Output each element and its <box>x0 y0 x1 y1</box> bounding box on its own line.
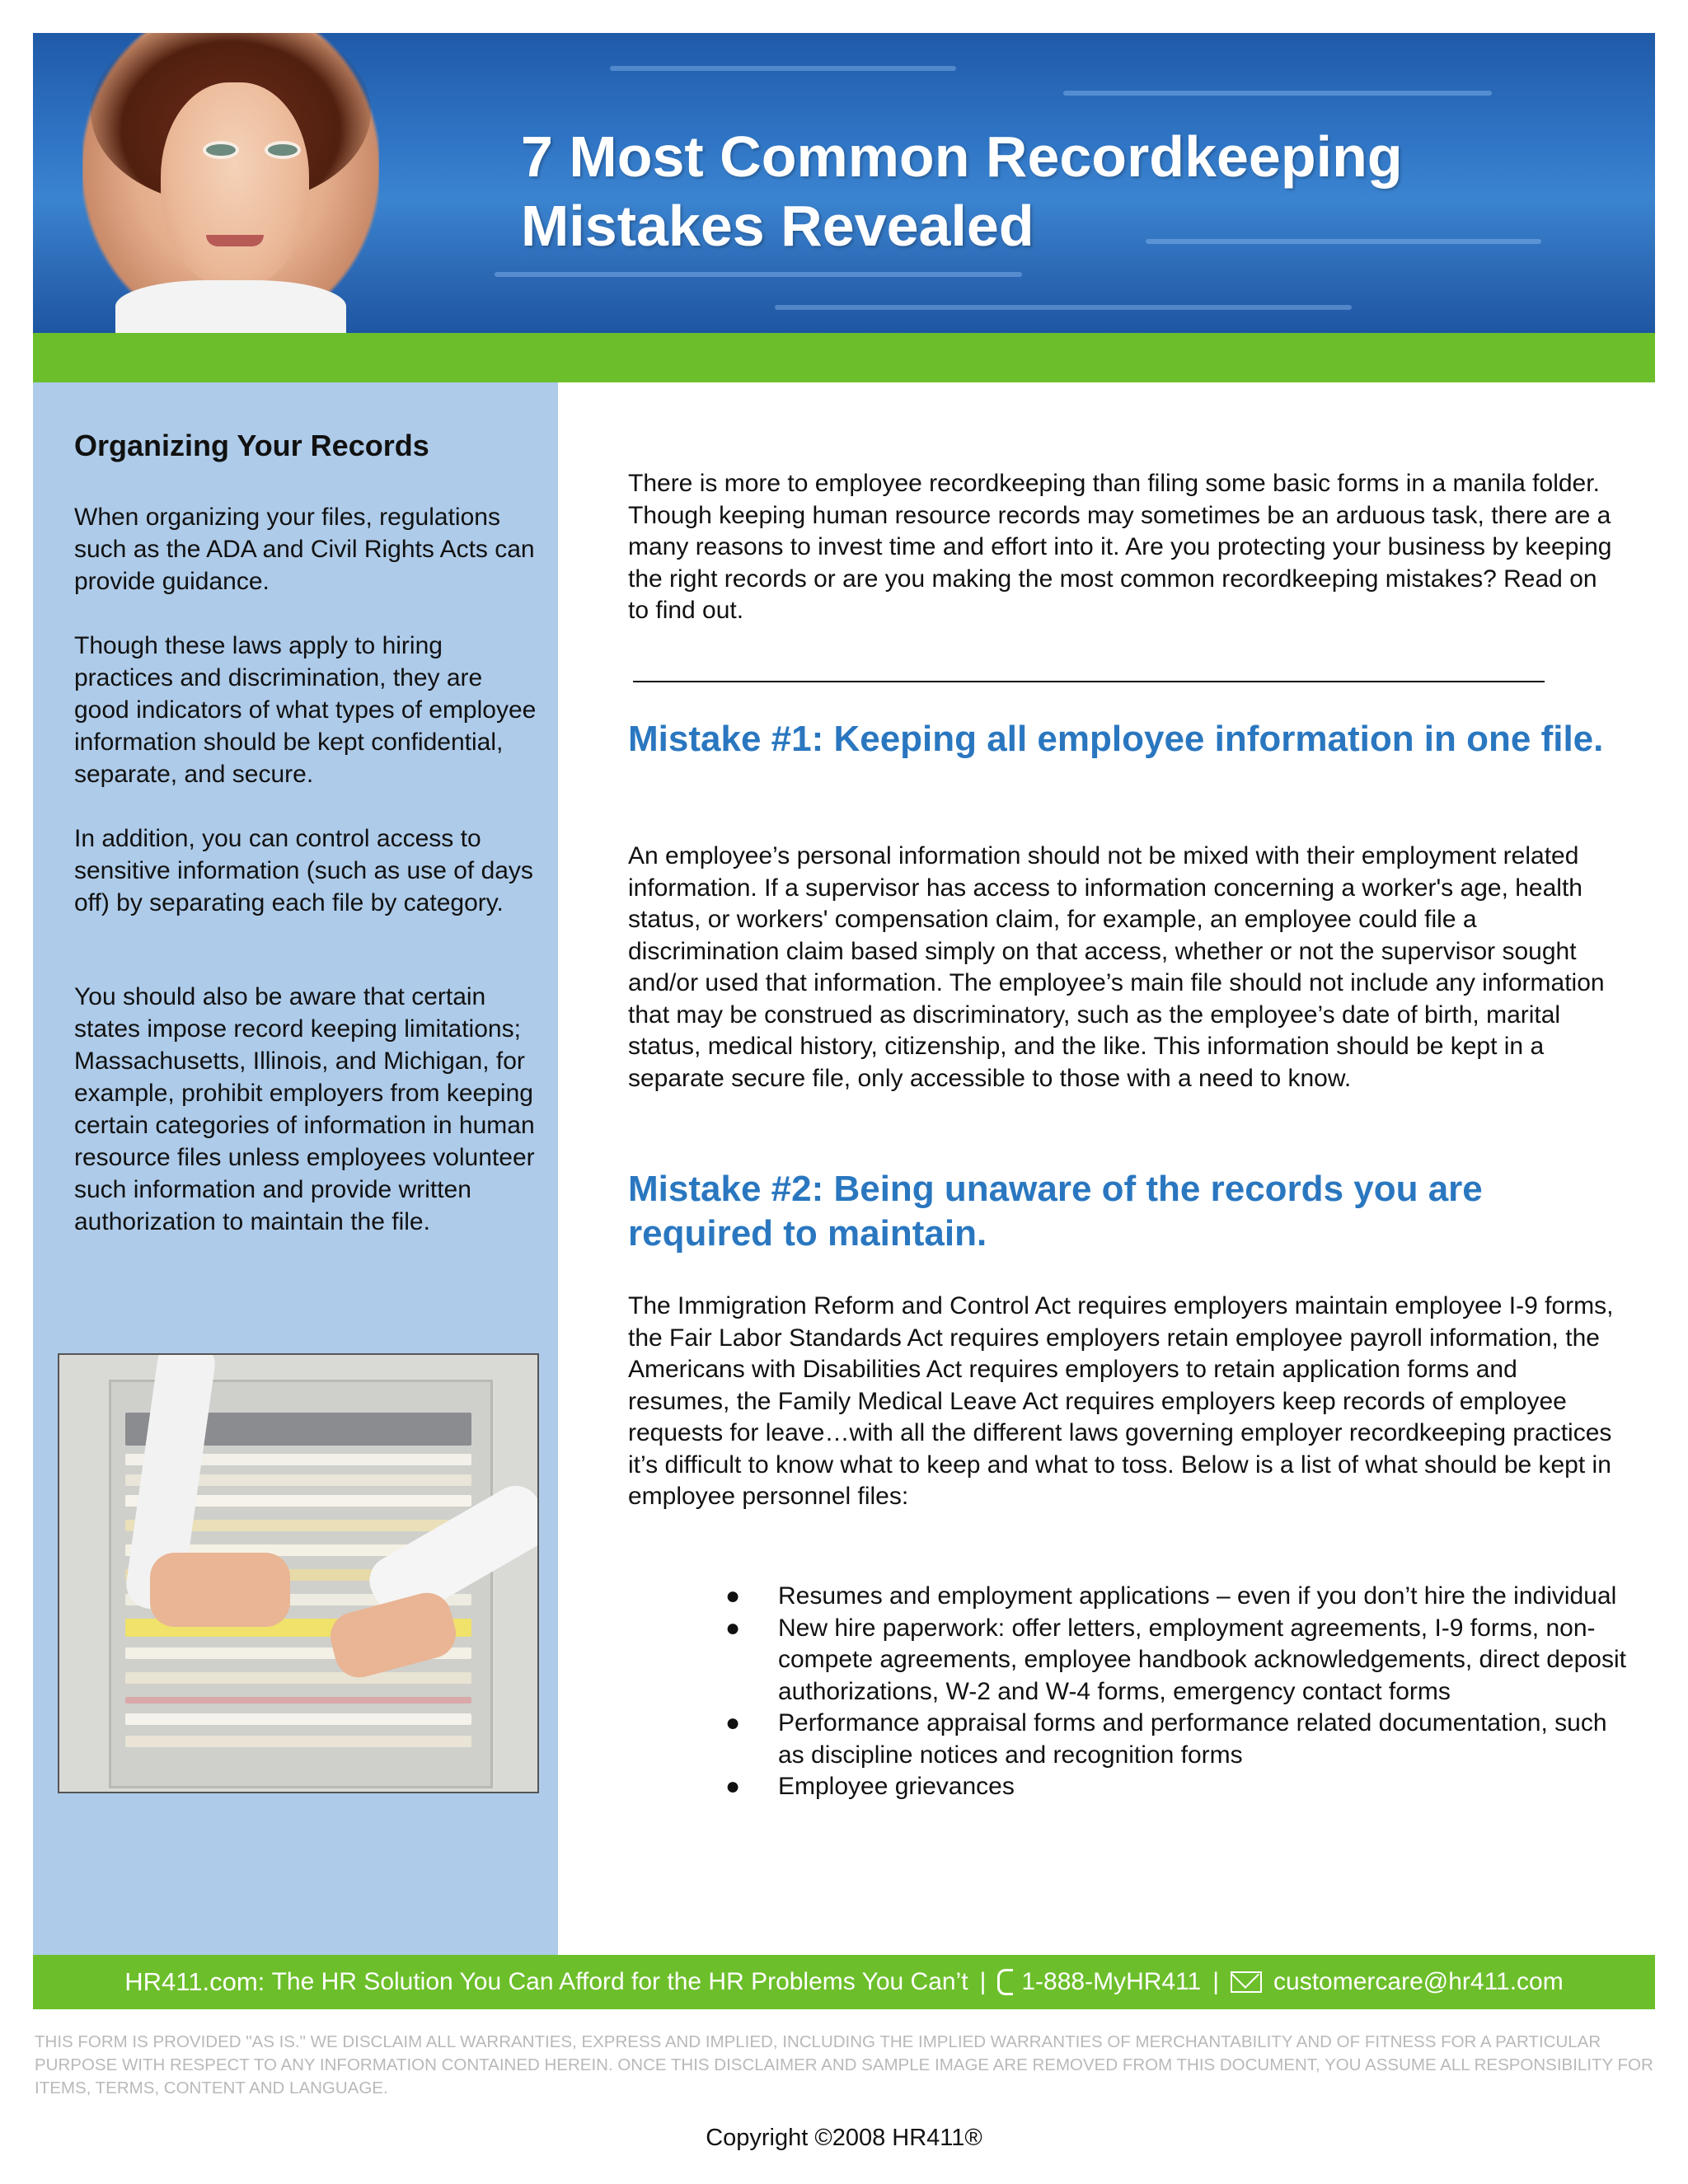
list-item <box>725 1613 1632 1708</box>
sidebar-paragraph: When organizing your files, regulations such as the ADA and Civil Rights Acts can provide guidance. <box>74 504 535 595</box>
woman-portrait-image <box>82 33 379 333</box>
phone-icon <box>997 1969 1013 1995</box>
mistake-2-heading: Mistake #2: Being unaware of the records you are required to maintain. <box>628 1169 1483 1254</box>
footer-separator: | <box>1212 1968 1220 1995</box>
mistake-1-heading: Mistake #1: Keeping all employee information in one file. <box>628 719 1604 759</box>
list-item-text: Performance appraisal forms and performance related documentation, such as discipline notices and recognition forms <box>778 1709 1607 1769</box>
footer-tagline: The HR Solution You Can Afford for the HR Problems You Can’t <box>271 1968 968 1995</box>
bullet-icon: ● <box>725 1582 741 1610</box>
mistake-1-body: An employee’s personal information should not be mixed with their employment related information. If a supervisor has access to information concerning a worker's age, health status, or workers' compensation claim, for example, an employee could file a discrimination claim based simply on that access, whether or not the supervisor sought and/or used that information. The employee’s main file should not include any information that may be construed as discriminatory, such as the employee’s date of birth, marital status, medical history, citizenship, and the like. This information should be kept in a separate secure file, only accessible to those with a need to know. <box>628 842 1605 1092</box>
bullet-icon: ● <box>725 1773 741 1800</box>
sidebar-paragraph: In addition, you can control access to sensitive information (such as use of days off) by separating each file by category. <box>74 825 533 916</box>
footer-email-link[interactable]: customercare@hr411.com <box>1273 1968 1564 1995</box>
file-drawer-image <box>58 1353 539 1793</box>
intro-paragraph: There is more to employee recordkeeping than filing some basic forms in a manila folder. Though keeping human resource records may sometimes be an arduous task, there are a many reasons to invest time and effort into it. Are you protecting your business by keeping the right records or are you making the most common recordkeeping mistakes? Read on to find out. <box>628 470 1612 624</box>
sidebar-heading: Organizing Your Records <box>74 429 429 462</box>
list-item <box>725 1581 1632 1613</box>
disclaimer-text: THIS FORM IS PROVIDED "AS IS." WE DISCLAIM ALL WARRANTIES, EXPRESS AND IMPLIED, INCLUDING THE IMPLIED WARRANTIES OF MERCHANTABILITY AND OF FITNESS FOR A PARTICULAR PURPOSE WITH RESPECT TO ANY INFORMATION CONTAINED HEREIN. ONCE THIS DISCLAIMER AND SAMPLE IMAGE ARE REMOVED FROM THIS DOCUMENT, YOU ASSUME ALL RESPONSIBILITY FOR ITEMS, TERMS, CONTENT AND LANGUAGE. <box>35 2032 1653 2097</box>
bullet-icon: ● <box>725 1614 741 1642</box>
sidebar-paragraph: You should also be aware that certain states impose record keeping limitations; Massachusetts, Illinois, and Michigan, for example, prohibit employers from keeping certain categories of information in human resource files unless employees volunteer such information and provide written authorization to maintain the file. <box>74 983 535 1235</box>
list-item <box>725 1771 1632 1803</box>
header-accent-bar <box>33 333 1655 382</box>
list-item-text: Employee grievances <box>778 1773 1015 1800</box>
footer-separator: | <box>979 1968 987 1995</box>
footer-phone[interactable]: 1-888-MyHR411 <box>1021 1968 1202 1995</box>
copyright-notice: Copyright ©2008 HR411® <box>706 2125 982 2151</box>
footer-brand: HR411.com: <box>124 1967 265 1996</box>
footer-bar <box>33 1955 1655 2009</box>
sidebar-paragraph: Though these laws apply to hiring practices and discrimination, they are good indicators of what types of employee information should be kept confidential, separate, and secure. <box>74 632 537 788</box>
list-item-text: Resumes and employment applications – even if you don’t hire the individual <box>778 1582 1617 1610</box>
sidebar <box>33 382 558 1955</box>
mistake-2-body: The Immigration Reform and Control Act requires employers maintain employee I-9 forms, the Fair Labor Standards Act requires employers retain employee payroll information, the Americans with Disabilities Act requires employers to retain application forms and resumes, the Family Medical Leave Act requires employers keep records of employee requests for leave…with all the different laws governing employer recordkeeping practices it’s difficult to know what to keep and what to toss. Below is a list of what should be kept in employee personnel files: <box>628 1292 1614 1510</box>
envelope-icon <box>1231 1971 1262 1993</box>
list-item <box>725 1708 1632 1771</box>
personnel-files-list <box>725 1581 1632 1803</box>
list-item-text: New hire paperwork: offer letters, employment agreements, I-9 forms, non-compete agreements, employee handbook acknowledgements, direct deposit authorizations, W-2 and W-4 forms, emergency contact forms <box>778 1614 1626 1705</box>
bullet-icon: ● <box>725 1709 741 1736</box>
title-line-2: Mistakes Revealed <box>521 194 1034 258</box>
page-title <box>521 122 1592 260</box>
title-line-1: 7 Most Common Recordkeeping <box>521 124 1403 189</box>
section-divider <box>633 681 1545 682</box>
